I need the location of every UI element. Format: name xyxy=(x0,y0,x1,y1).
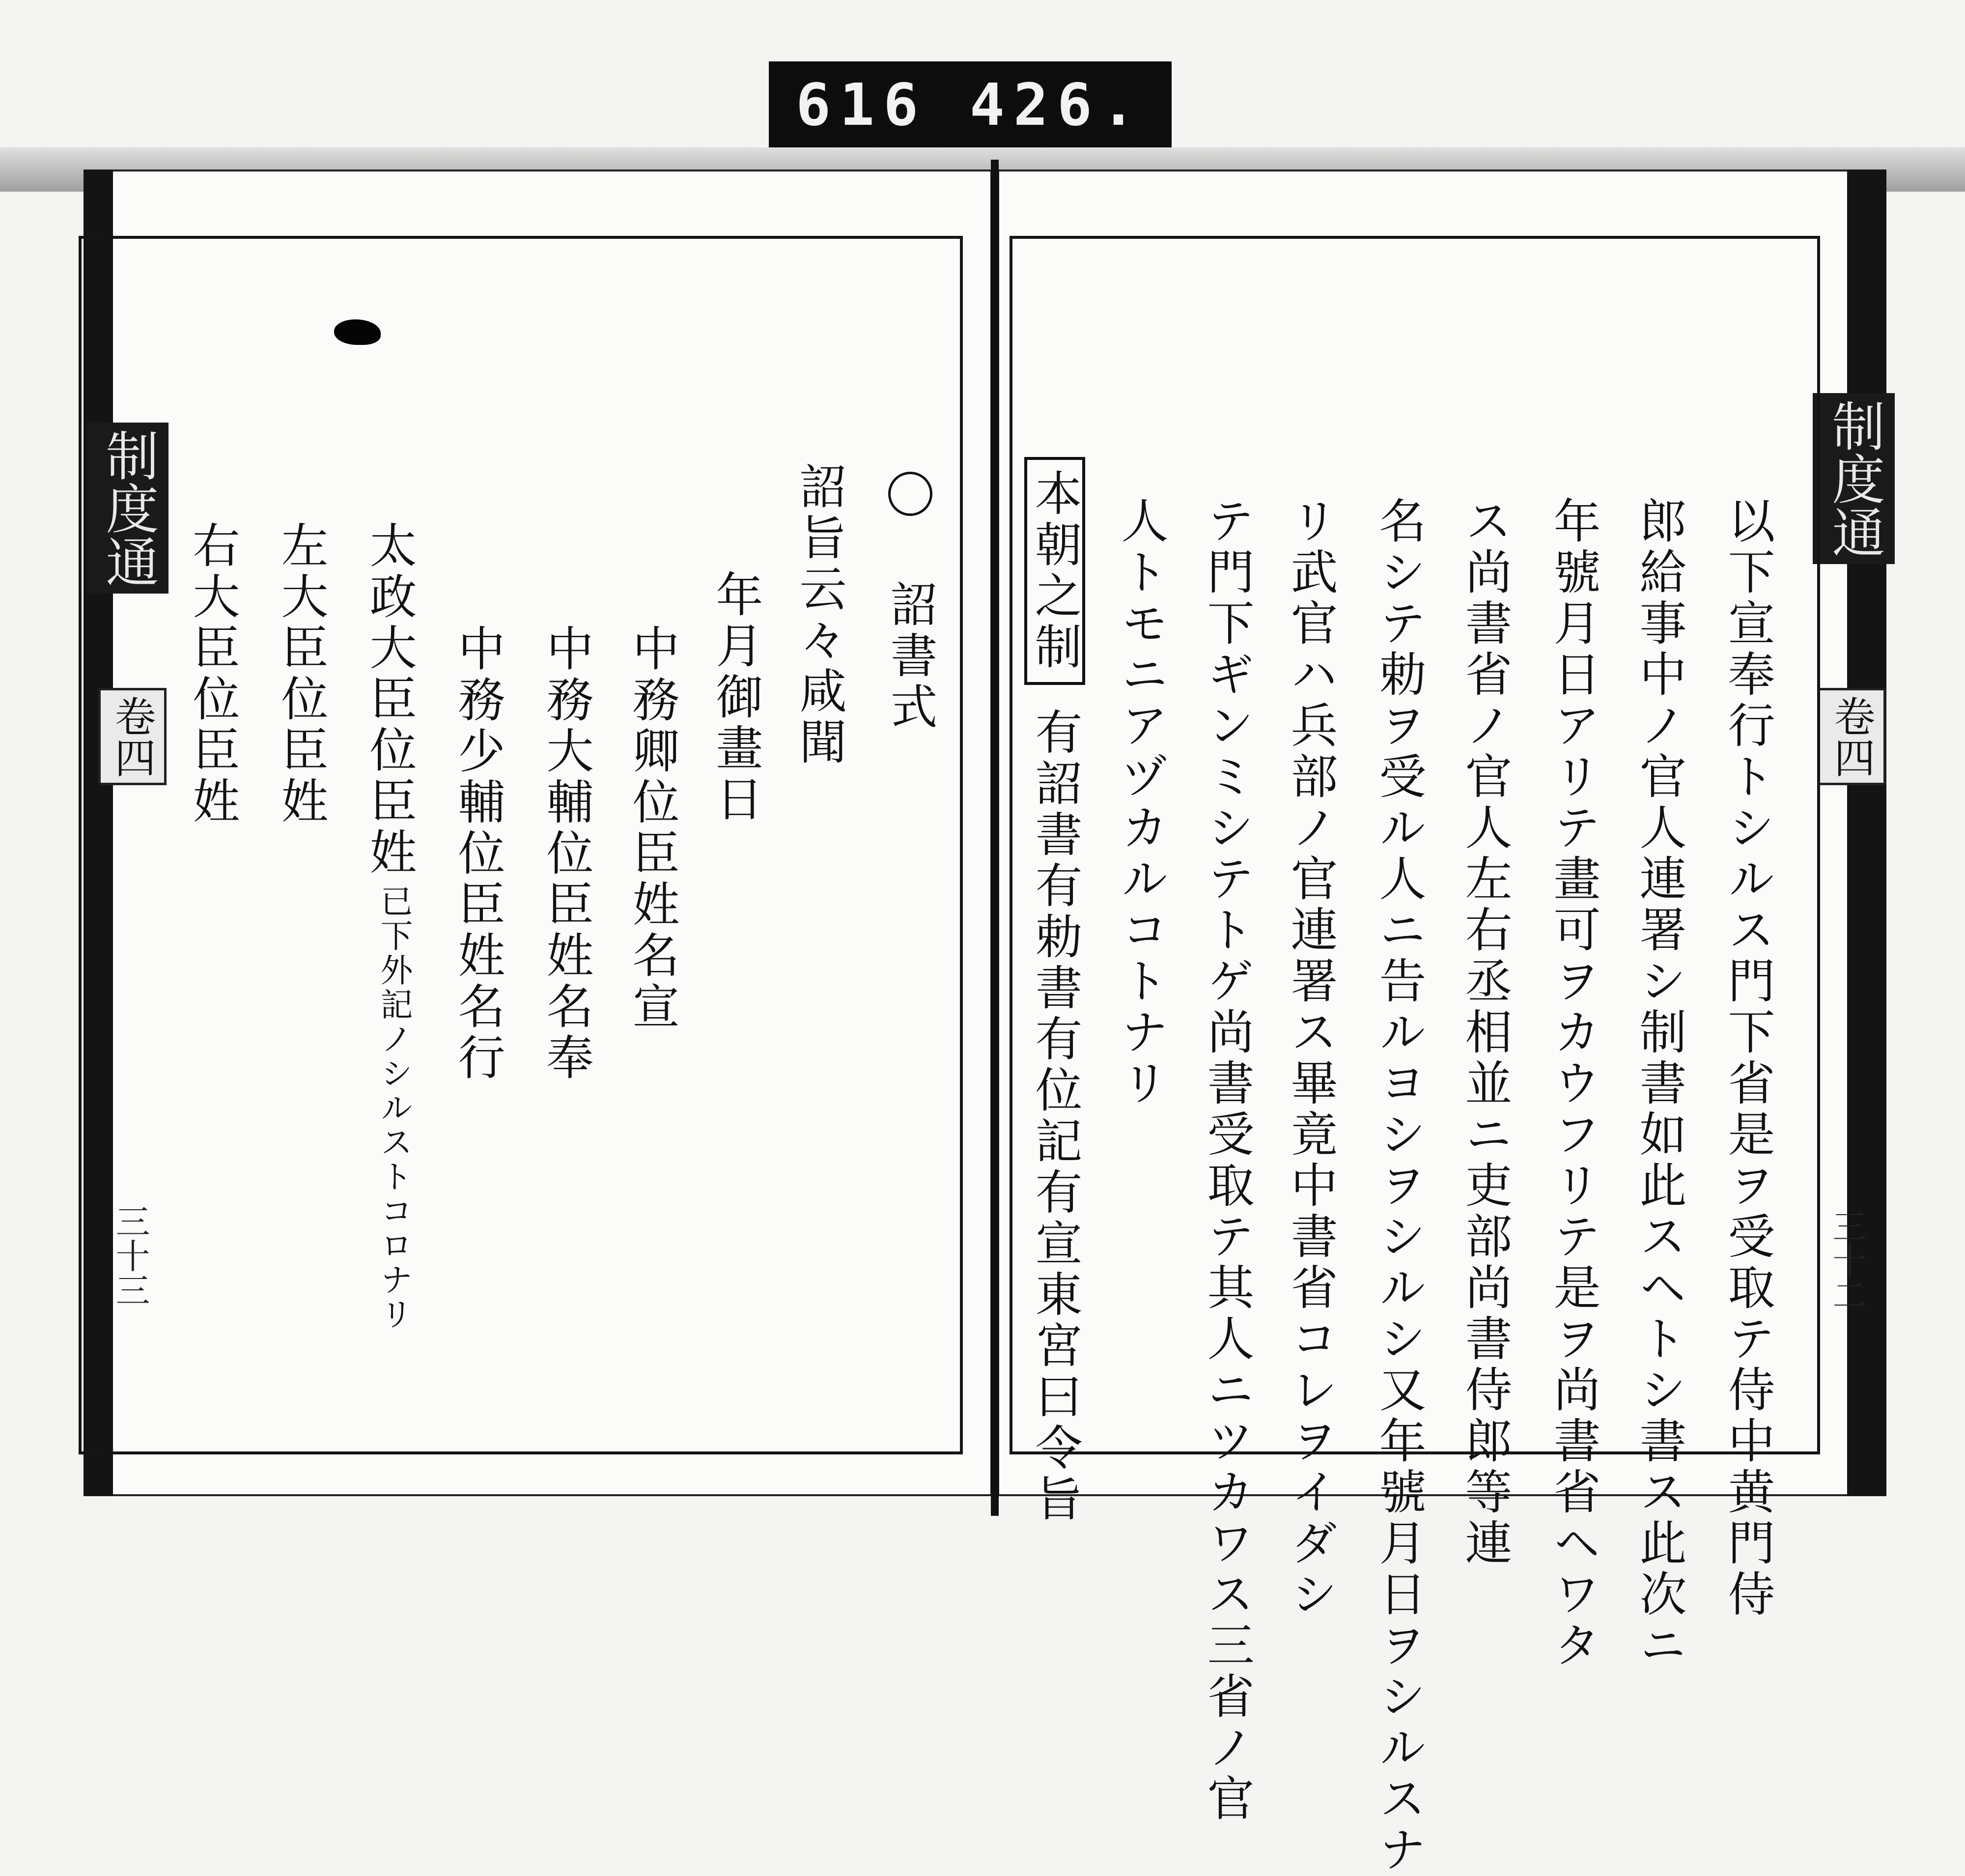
right-text-column-3: 年號月日アリテ畫可ヲカウフリテ是ヲ尚書省ヘワタ xyxy=(1546,496,1601,1672)
left-spine-chapter: 卷四 xyxy=(98,688,167,785)
left-text-column-3: 中務卿位臣姓名宣 xyxy=(625,624,680,1033)
left-text-column-2: 年月御畫日 xyxy=(708,570,763,825)
right-text-column-6: リ武官ハ兵部ノ官連署ス畢竟中書省コレヲイダシ xyxy=(1283,496,1338,1620)
left-heading-column xyxy=(883,472,938,733)
left-annotation-small: 已下外記ノシルストコロナリ xyxy=(375,884,413,1332)
right-text-column-2: 郎給事中ノ官人連署シ制書如此スヘトシ書ス此次ニ xyxy=(1632,496,1687,1672)
section-heading-box: 本朝之制 xyxy=(1024,457,1085,685)
left-text-column-6-main: 太政大臣位臣姓 xyxy=(362,521,417,879)
right-text-column-7: テ門下ギンミシテトゲ尚書受取テ其人ニツカワス三省ノ官 xyxy=(1200,496,1255,1825)
archive-label-right: 426. xyxy=(969,70,1145,139)
left-text-column-6 xyxy=(362,521,417,879)
left-text-column-4: 中務大輔位臣姓名奉 xyxy=(539,624,594,1084)
circle-mark-icon xyxy=(888,472,932,516)
right-text-column-4: ス尚書省ノ官人左右丞相並ニ吏部尚書侍郎等連 xyxy=(1458,496,1513,1569)
right-spine-chapter: 卷四 xyxy=(1818,688,1886,785)
left-text-column-5: 中務少輔位臣姓名行 xyxy=(450,624,505,1084)
left-spine-page-number: 三十三 xyxy=(110,1204,150,1307)
archive-label-plate xyxy=(769,61,1172,147)
right-text-column-8: 人トモニアヅカルコトナリ xyxy=(1114,496,1169,1109)
section-text-column: 有詔書有勅書有位記有宣東宮曰令旨 xyxy=(1028,708,1083,1525)
right-text-column-5: 名シテ勅ヲ受ル人ニ告ルヨシヲシルシ又年號月日ヲシルスナ xyxy=(1372,496,1427,1876)
left-text-column-1: 詔旨云々咸聞 xyxy=(792,462,847,768)
left-text-column-7: 左大臣位臣姓 xyxy=(274,521,329,827)
right-spine-title: 制度通 xyxy=(1813,393,1895,564)
left-spine-title: 制度通 xyxy=(86,423,168,594)
archive-label-left: 616 xyxy=(796,70,927,139)
left-page-frame xyxy=(79,236,963,1454)
right-text-column-1: 以下宣奉行トシルス門下省是ヲ受取テ侍中黄門侍 xyxy=(1720,496,1775,1620)
book-gutter xyxy=(991,160,999,1516)
left-text-column-8: 右大臣位臣姓 xyxy=(185,521,240,827)
right-spine-page-number: 三十二 xyxy=(1827,1209,1867,1312)
edict-format-heading: 詔書式 xyxy=(883,580,938,733)
